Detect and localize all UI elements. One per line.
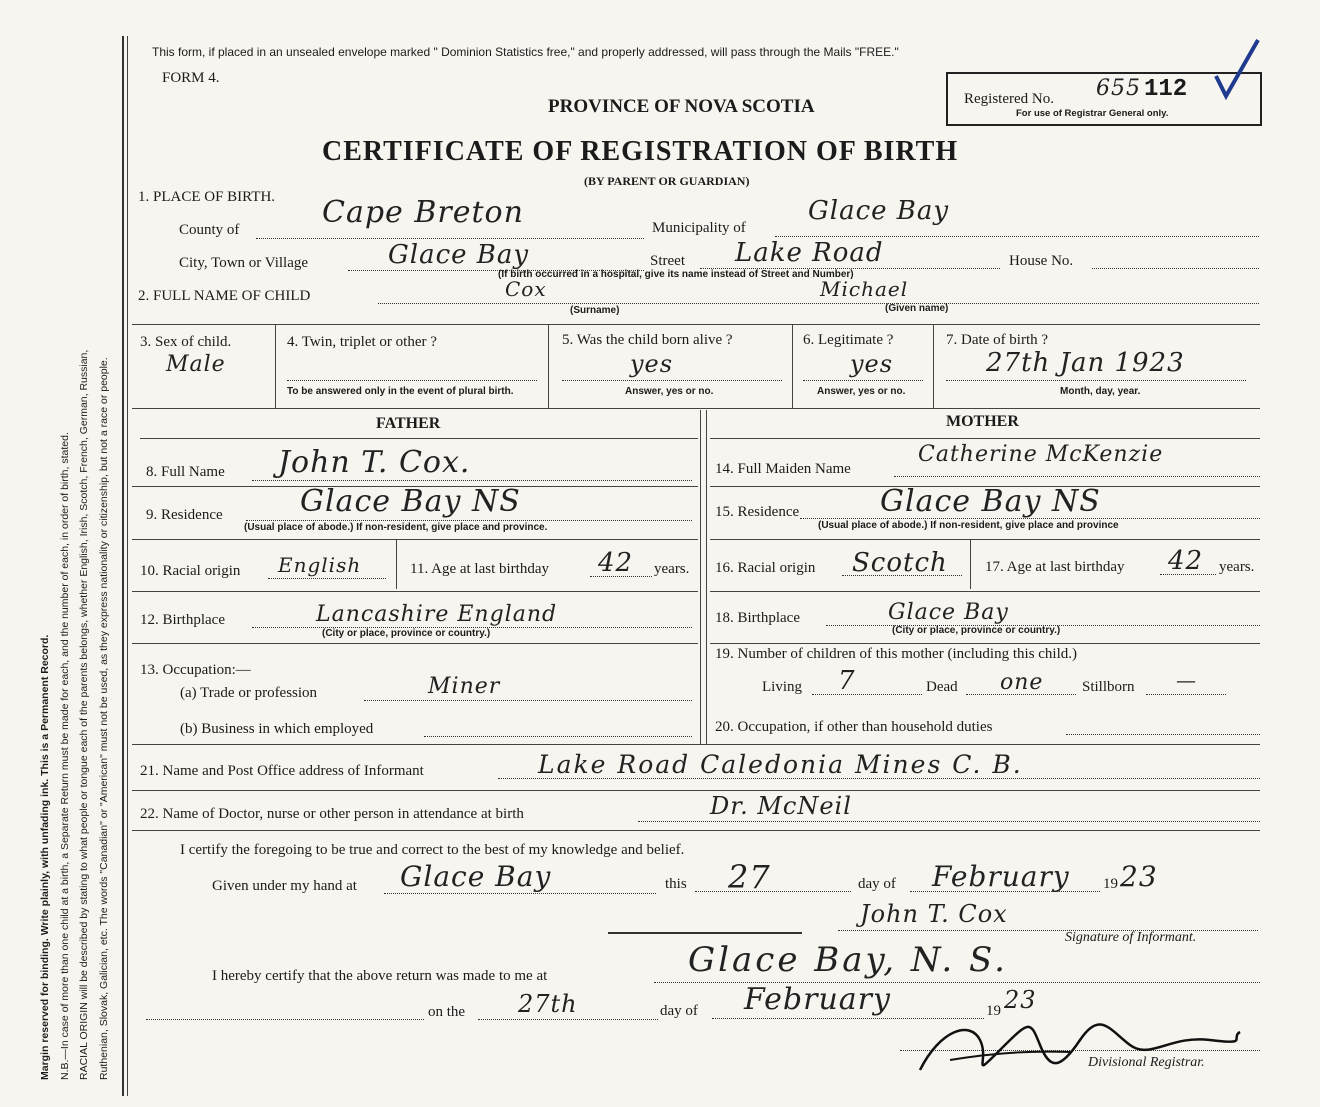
county-label: County of bbox=[179, 222, 240, 238]
mother-residence-value: Glace Bay NS bbox=[880, 484, 1101, 519]
father-racial-label: 10. Racial origin bbox=[140, 563, 241, 579]
mother-name-value: Catherine McKenzie bbox=[918, 442, 1164, 467]
form-number: FORM 4. bbox=[162, 70, 220, 86]
living-value: 7 bbox=[838, 666, 856, 696]
registrar-note: For use of Registrar General only. bbox=[1016, 108, 1169, 119]
county-value: Cape Breton bbox=[322, 195, 524, 230]
living-label: Living bbox=[762, 679, 802, 695]
municipality-value: Glace Bay bbox=[808, 196, 950, 226]
margin-line-4: Ruthenian, Slovak, Galician, etc. The words "Canadian" or "American" must not be used, as they express nationality or citizenship, but not a race or people. bbox=[97, 357, 110, 1080]
informant-value: Lake Road Caledonia Mines C. B. bbox=[538, 750, 1023, 779]
certificate-subtitle: (BY PARENT OR GUARDIAN) bbox=[584, 174, 750, 188]
given-month: February bbox=[932, 860, 1070, 893]
year2-prefix: 19 bbox=[986, 1003, 1001, 1019]
doctor-label: 22. Name of Doctor, nurse or other person in attendance at birth bbox=[140, 806, 524, 822]
father-birthplace-value: Lancashire England bbox=[316, 602, 558, 627]
twin-note: To be answered only in the event of plural birth. bbox=[287, 386, 514, 397]
twin-label: 4. Twin, triplet or other ? bbox=[287, 334, 437, 350]
mother-occupation-label: 20. Occupation, if other than household duties bbox=[715, 719, 993, 735]
doctor-value: Dr. McNeil bbox=[710, 792, 852, 820]
street-value: Lake Road bbox=[735, 238, 884, 268]
sex-label: 3. Sex of child. bbox=[140, 334, 232, 350]
father-heading: FATHER bbox=[376, 415, 441, 432]
place-of-birth-label: 1. PLACE OF BIRTH. bbox=[138, 189, 276, 205]
binding-rule-inner bbox=[127, 36, 128, 1096]
province-heading: PROVINCE OF NOVA SCOTIA bbox=[548, 96, 815, 117]
legitimate-value: yes bbox=[850, 350, 894, 378]
child-surname: Cox bbox=[505, 277, 547, 301]
on-the-label: on the bbox=[428, 1004, 466, 1020]
dead-value: one bbox=[1000, 670, 1044, 695]
dob-label: 7. Date of birth ? bbox=[946, 332, 1049, 348]
registrar-label: Divisional Registrar. bbox=[1088, 1055, 1205, 1070]
on-year: 23 bbox=[1004, 986, 1037, 1014]
municipality-label: Municipality of bbox=[652, 220, 746, 236]
return-label: I hereby certify that the above return was made to me at bbox=[212, 968, 548, 984]
margin-instructions bbox=[36, 40, 114, 1080]
mother-age-value: 42 bbox=[1168, 546, 1204, 576]
certify-statement: I certify the foregoing to be true and correct to the best of my knowledge and belief. bbox=[180, 842, 685, 858]
street-label: Street bbox=[650, 253, 685, 269]
mail-notice: This form, if placed in an unsealed envelope marked " Dominion Statistics free," and properly addressed, will pass through the Mails "FREE." bbox=[152, 45, 899, 59]
checkmark-icon bbox=[1212, 36, 1262, 100]
father-trade-value: Miner bbox=[428, 674, 501, 699]
mother-children-label: 19. Number of children of this mother (including this child.) bbox=[715, 646, 1078, 662]
father-name-value: John T. Cox. bbox=[278, 445, 471, 480]
mother-name-label: 14. Full Maiden Name bbox=[715, 461, 851, 477]
father-trade-label: (a) Trade or profession bbox=[180, 685, 318, 701]
mother-racial-label: 16. Racial origin bbox=[715, 560, 816, 576]
father-birthplace-label: 12. Birthplace bbox=[140, 612, 225, 628]
margin-line-1: Margin reserved for binding. Write plainly, with unfading ink. This is a Permanent Record. bbox=[39, 634, 51, 1080]
father-residence-label: 9. Residence bbox=[146, 507, 223, 523]
margin-line-3: RACIAL ORIGIN will be described by stating to what people or tongue each of the parents belongs, whether English, Irish, Scotch, French, German, Russian, bbox=[78, 349, 90, 1080]
signature-label: Signature of Informant. bbox=[1065, 930, 1197, 945]
informant-signature: John T. Cox bbox=[860, 900, 1008, 928]
legitimate-note: Answer, yes or no. bbox=[817, 386, 906, 397]
year-prefix: 19 bbox=[1103, 876, 1118, 892]
mother-age-label: 17. Age at last birthday bbox=[985, 559, 1125, 575]
father-name-label: 8. Full Name bbox=[146, 464, 225, 480]
father-residence-note: (Usual place of abode.) If non-resident, give place and province. bbox=[244, 522, 548, 533]
dead-label: Dead bbox=[926, 679, 958, 695]
mother-racial-value: Scotch bbox=[852, 548, 948, 578]
given-day: 27 bbox=[728, 858, 771, 896]
alive-note: Answer, yes or no. bbox=[625, 386, 714, 397]
street-note: (If birth occurred in a hospital, give its name instead of Street and Number) bbox=[498, 269, 854, 280]
stillborn-label: Stillborn bbox=[1082, 679, 1135, 695]
stillborn-value: — bbox=[1176, 668, 1197, 692]
legitimate-label: 6. Legitimate ? bbox=[803, 332, 894, 348]
father-occupation-label: 13. Occupation:— bbox=[140, 662, 251, 678]
registered-handwritten: 655 bbox=[1096, 76, 1141, 101]
dob-note: Month, day, year. bbox=[1060, 386, 1141, 397]
father-residence-value: Glace Bay NS bbox=[300, 484, 521, 519]
alive-label: 5. Was the child born alive ? bbox=[562, 332, 733, 348]
informant-label: 21. Name and Post Office address of Informant bbox=[140, 763, 424, 779]
day-of-label: day of bbox=[858, 876, 896, 892]
surname-note: (Surname) bbox=[570, 305, 620, 316]
father-age-label: 11. Age at last birthday bbox=[410, 561, 549, 577]
city-value: Glace Bay bbox=[388, 240, 530, 270]
binding-rule bbox=[122, 36, 124, 1096]
mother-birthplace-value: Glace Bay bbox=[888, 600, 1009, 625]
child-given-name: Michael bbox=[820, 277, 909, 301]
father-age-years: years. bbox=[654, 561, 690, 577]
mother-birthplace-label: 18. Birthplace bbox=[715, 610, 800, 626]
alive-value: yes bbox=[630, 350, 674, 378]
mother-residence-label: 15. Residence bbox=[715, 504, 800, 520]
on-month: February bbox=[744, 982, 891, 1017]
father-age-value: 42 bbox=[598, 548, 634, 578]
given-year: 23 bbox=[1120, 860, 1158, 893]
dob-value: 27th Jan 1923 bbox=[986, 348, 1185, 378]
sex-value: Male bbox=[166, 352, 226, 377]
this-label: this bbox=[665, 876, 687, 892]
child-name-label: 2. FULL NAME OF CHILD bbox=[138, 288, 311, 304]
certificate-title: CERTIFICATE OF REGISTRATION OF BIRTH bbox=[322, 136, 959, 167]
city-label: City, Town or Village bbox=[179, 255, 309, 271]
registered-number: 112 bbox=[1144, 76, 1188, 103]
father-business-label: (b) Business in which employed bbox=[180, 721, 374, 737]
mother-residence-note: (Usual place of abode.) If non-resident, give place and province bbox=[818, 520, 1119, 531]
on-day: 27th bbox=[518, 990, 578, 1018]
mother-age-years: years. bbox=[1219, 559, 1255, 575]
registered-label: Registered No. bbox=[964, 91, 1054, 107]
father-birthplace-note: (City or place, province or country.) bbox=[322, 628, 491, 639]
day-of-label-2: day of bbox=[660, 1003, 698, 1019]
return-place: Glace Bay, N. S. bbox=[688, 940, 1008, 980]
given-label: Given under my hand at bbox=[212, 878, 357, 894]
given-name-note: (Given name) bbox=[885, 303, 949, 314]
margin-line-2: N.B.—In case of more than one child at a birth, a Separate Return must be made for each, and the number of each, in order of birth, stated. bbox=[58, 432, 71, 1080]
father-racial-value: English bbox=[278, 553, 362, 577]
given-place: Glace Bay bbox=[400, 860, 552, 893]
mother-birthplace-note: (City or place, province or country.) bbox=[892, 625, 1061, 636]
house-number-label: House No. bbox=[1009, 253, 1074, 269]
mother-heading: MOTHER bbox=[946, 413, 1019, 430]
